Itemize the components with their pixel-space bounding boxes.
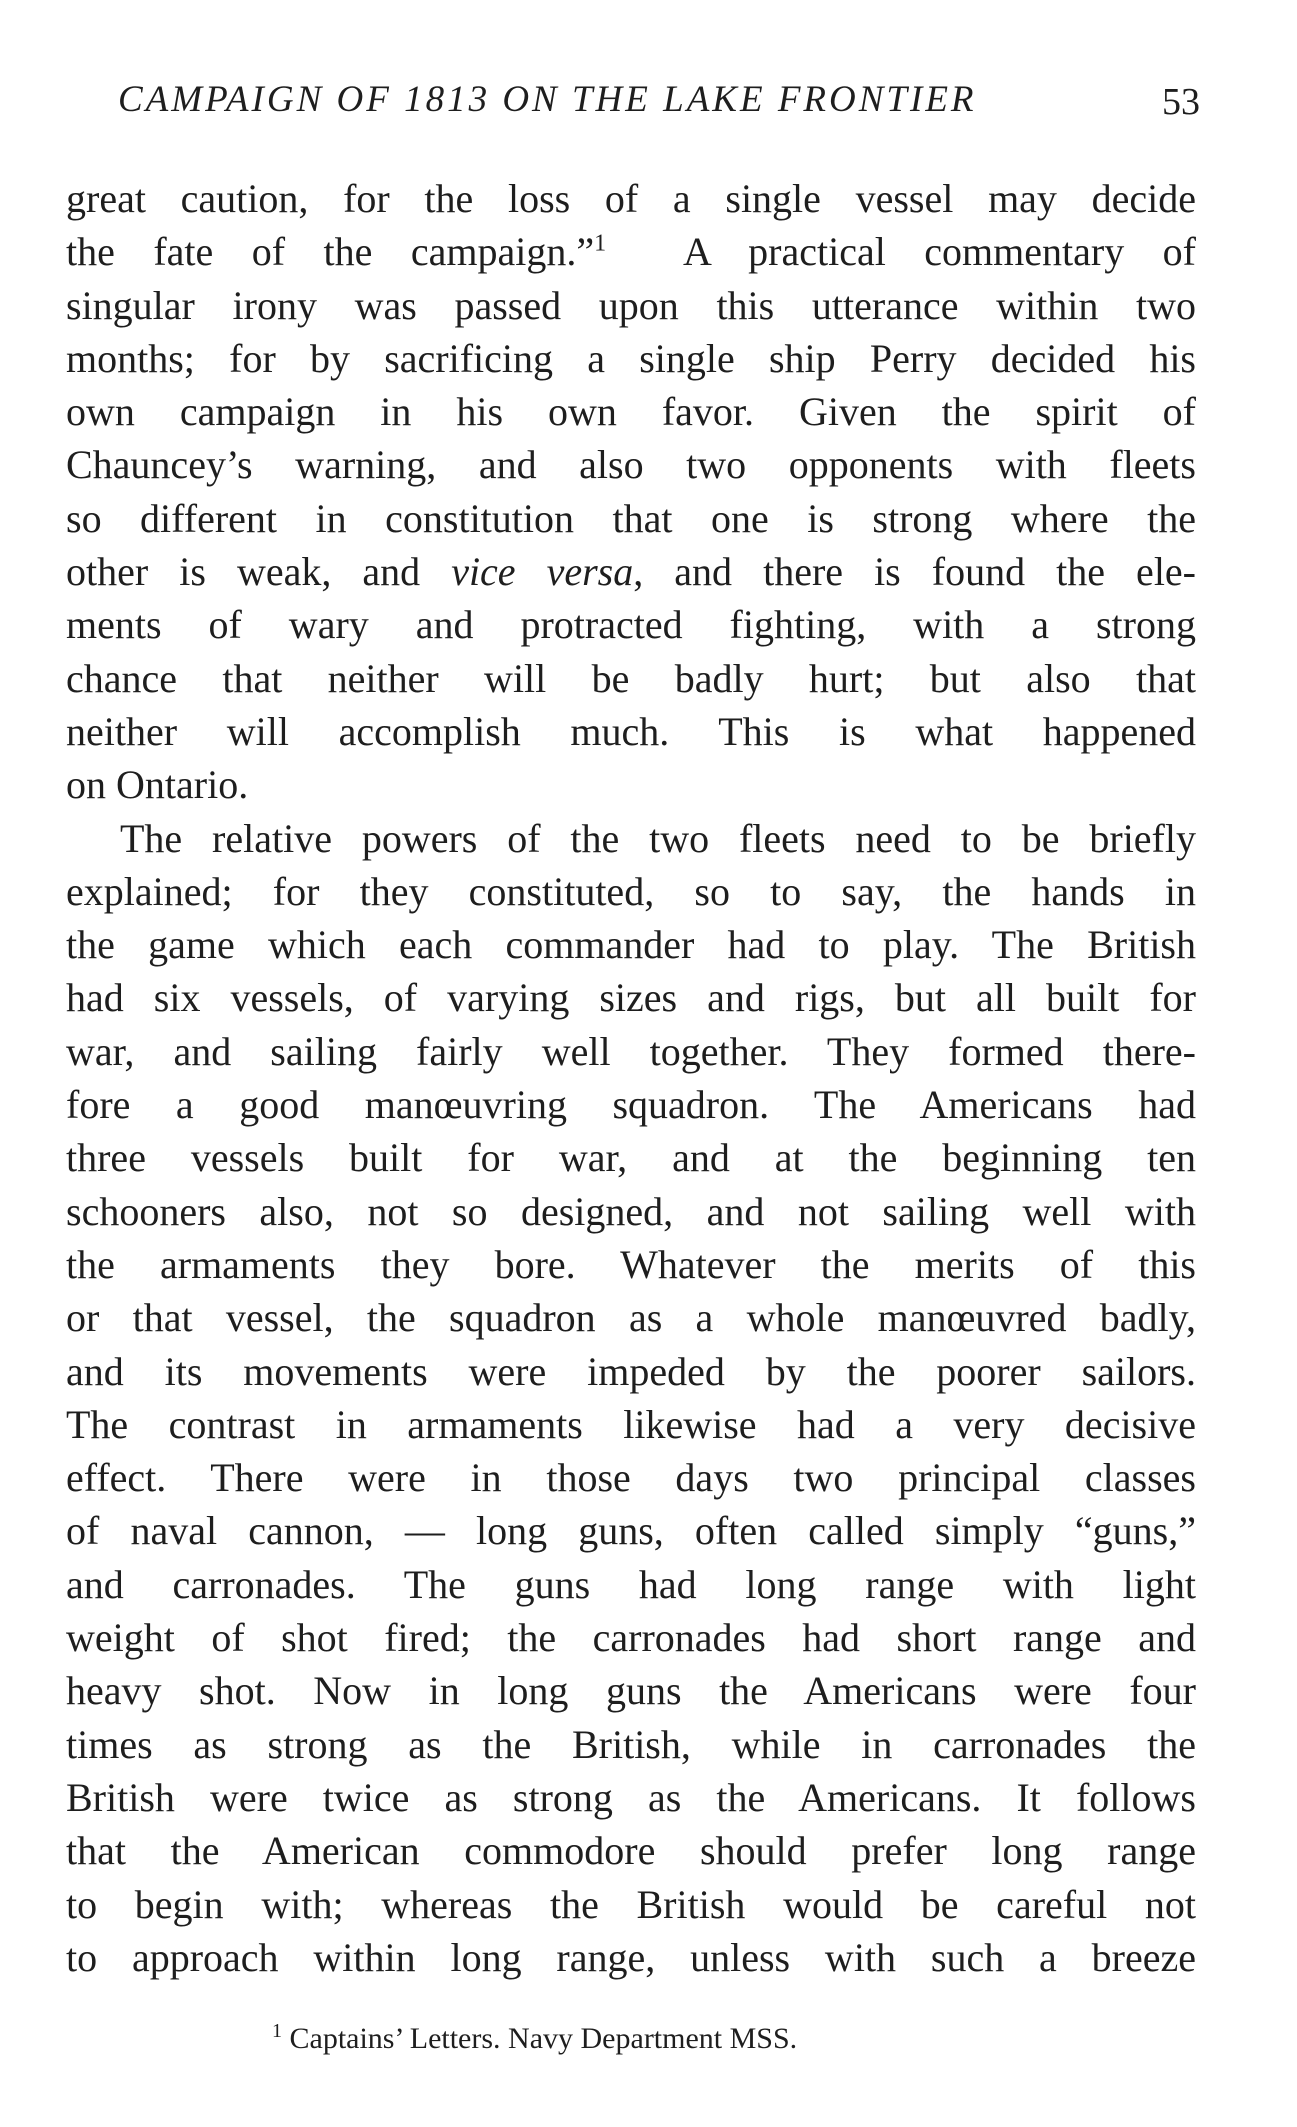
- text-line: explained; for they constituted, so to say, the hands in: [66, 868, 1196, 914]
- text-line: [66, 545, 1196, 598]
- text-line: neither will accomplish much. This is what happened: [66, 708, 1196, 754]
- footnote-marker: 1: [272, 2020, 282, 2042]
- text-line: three vessels built for war, and at the beginning ten: [66, 1135, 1196, 1181]
- text-segment: , and there is found the ele-: [633, 549, 1196, 595]
- text-line: of naval cannon, — long guns, often called simply “guns,”: [66, 1508, 1196, 1554]
- text-segment: A practical commentary of: [683, 229, 1196, 275]
- text-segment: other is weak, and: [66, 549, 452, 595]
- text-line: times as strong as the British, while in carronades the: [66, 1721, 1196, 1767]
- footnote-text: Captains’ Letters. Navy Department MSS.: [289, 2022, 798, 2055]
- text-line: on Ontario.: [66, 762, 249, 808]
- text-line: to begin with; whereas the British would be careful not: [66, 1881, 1196, 1927]
- body-text: [66, 172, 1196, 1984]
- text-line: or that vessel, the squadron as a whole manœuvred badly,: [66, 1295, 1196, 1341]
- text-line: heavy shot. Now in long guns the Americans were four: [66, 1668, 1196, 1714]
- text-line: and its movements were impeded by the poorer sailors.: [66, 1348, 1196, 1394]
- text-line: The relative powers of the two fleets need to be briefly: [120, 815, 1196, 861]
- text-line: so different in constitution that one is strong where the: [66, 495, 1196, 541]
- text-line: great caution, for the loss of a single vessel may decide: [66, 176, 1196, 221]
- text-line: The contrast in armaments likewise had a very decisive: [66, 1401, 1196, 1447]
- text-line: and carronades. The guns had long range with light: [66, 1561, 1196, 1607]
- text-line: had six vessels, of varying sizes and rigs, but all built for: [66, 975, 1196, 1021]
- text-line: the armaments they bore. Whatever the merits of this: [66, 1241, 1196, 1287]
- footnote-reference: 1: [594, 230, 607, 257]
- text-line: effect. There were in those days two principal classes: [66, 1455, 1196, 1501]
- text-line: weight of shot fired; the carronades had short range and: [66, 1615, 1196, 1661]
- text-line: months; for by sacrificing a single ship Perry decided his: [66, 335, 1196, 381]
- text-line: schooners also, not so designed, and not sailing well with: [66, 1188, 1196, 1234]
- italic-text: vice versa: [451, 549, 634, 595]
- footnote: [272, 2022, 797, 2056]
- text-line: to approach within long range, unless with such a breeze: [66, 1934, 1196, 1980]
- text-line: [66, 225, 1196, 278]
- page-number: 53: [1162, 81, 1200, 123]
- text-line: the game which each commander had to play. The British: [66, 922, 1196, 968]
- text-line: fore a good manœuvring squadron. The Americans had: [66, 1082, 1196, 1128]
- running-head: [118, 78, 1200, 138]
- text-line: ments of wary and protracted fighting, with a strong: [66, 602, 1196, 648]
- text-line: singular irony was passed upon this utterance within two: [66, 282, 1196, 328]
- text-line: chance that neither will be badly hurt; but also that: [66, 655, 1196, 701]
- running-title: CAMPAIGN OF 1813 ON THE LAKE FRONTIER: [118, 79, 977, 120]
- text-line: that the American commodore should prefer long range: [66, 1828, 1196, 1874]
- text-line: British were twice as strong as the Americans. It follows: [66, 1774, 1196, 1820]
- text-line: Chauncey’s warning, and also two opponents with fleets: [66, 442, 1196, 488]
- text-line: own campaign in his own favor. Given the spirit of: [66, 389, 1196, 435]
- text-segment: the fate of the campaign.”: [66, 229, 595, 275]
- text-line: war, and sailing fairly well together. They formed there-: [66, 1028, 1196, 1074]
